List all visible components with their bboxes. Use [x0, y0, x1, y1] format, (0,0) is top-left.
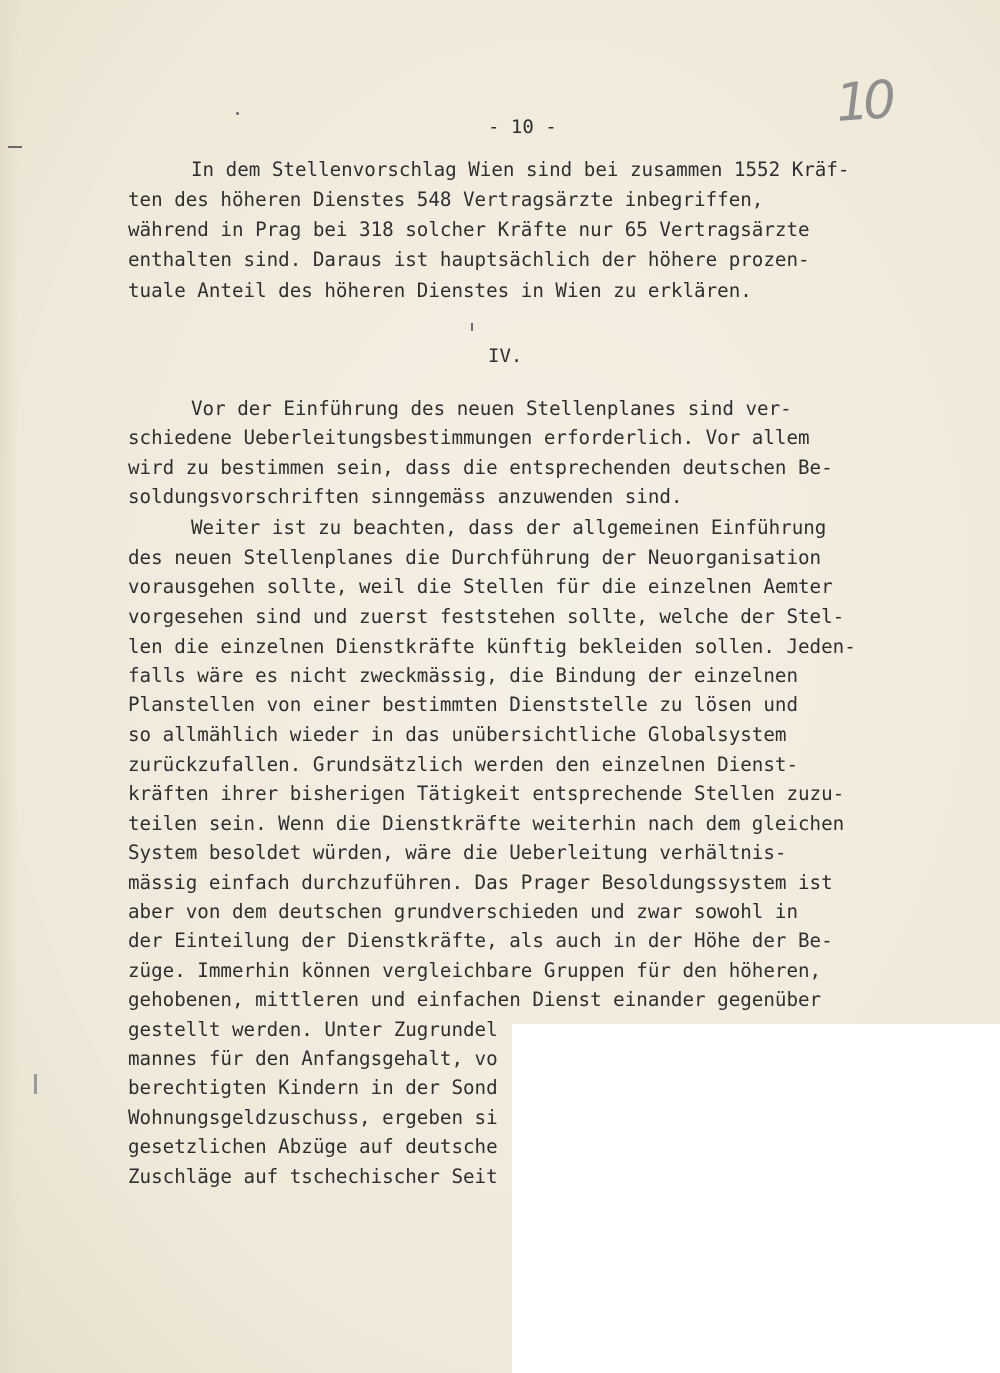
paragraph-3-line: Zuschläge auf tschechischer Seit [128, 1165, 498, 1188]
redaction-block [512, 1024, 1000, 1373]
paragraph-3-line: so allmählich wieder in das unübersichtliche Globalsystem [128, 723, 787, 746]
handwritten-folio-number: 10 [833, 70, 893, 134]
paragraph-3-line: gestellt werden. Unter Zugrundel [128, 1018, 498, 1041]
paragraph-3-line: System besoldet würden, wäre die Ueberleitung verhältnis- [128, 841, 787, 864]
paragraph-1-line: In dem Stellenvorschlag Wien sind bei zusammen 1552 Kräf- [191, 158, 850, 181]
paragraph-3-line: Wohnungsgeldzuschuss, ergeben si [128, 1106, 498, 1129]
paragraph-3-line: berechtigten Kindern in der Sond [128, 1076, 498, 1099]
paragraph-3-line: len die einzelnen Dienstkräfte künftig bekleiden sollen. Jeden- [128, 635, 856, 658]
paragraph-3-line: aber von dem deutschen grundverschieden und zwar sowohl in [128, 900, 799, 923]
paragraph-3-line: kräften ihrer bisherigen Tätigkeit entsprechende Stellen zuzu- [128, 782, 845, 805]
paragraph-2-line: Vor der Einführung des neuen Stellenplanes sind ver- [191, 397, 792, 420]
paragraph-1-line: ten des höheren Dienstes 548 Vertragsärzte inbegriffen, [128, 188, 764, 211]
paragraph-3-line: der Einteilung der Dienstkräfte, als auch in der Höhe der Be- [128, 929, 833, 952]
paragraph-3-line: falls wäre es nicht zweckmässig, die Bindung der einzelnen [128, 664, 799, 687]
paragraph-1-line: enthalten sind. Daraus ist hauptsächlich der höhere prozen- [128, 248, 810, 271]
paragraph-1-line: tuale Anteil des höheren Dienstes in Wien zu erklären. [128, 279, 752, 302]
paragraph-3-line: gesetzlichen Abzüge auf deutsche [128, 1135, 498, 1158]
paragraph-3-line: Planstellen von einer bestimmten Dienststelle zu lösen und [128, 693, 799, 716]
paragraph-3-line: vorgesehen sind und zuerst feststehen sollte, welche der Stel- [128, 605, 845, 628]
page-number: - 10 - [488, 116, 557, 138]
paragraph-2-line: schiedene Ueberleitungsbestimmungen erforderlich. Vor allem [128, 426, 810, 449]
paragraph-2-line: soldungsvorschriften sinngemäss anzuwenden sind. [128, 485, 683, 508]
margin-mark [34, 1074, 37, 1094]
section-heading: IV. [488, 345, 523, 367]
paragraph-3-line: gehobenen, mittleren und einfachen Dienst einander gegenüber [128, 988, 822, 1011]
paragraph-3-line: vorausgehen sollte, weil die Stellen für die einzelnen Aemter [128, 575, 833, 598]
ink-dot [236, 112, 239, 115]
paragraph-3-line: Weiter ist zu beachten, dass der allgemeinen Einführung [191, 516, 827, 539]
paragraph-3-line: zurückzufallen. Grundsätzlich werden den einzelnen Dienst- [128, 753, 799, 776]
paragraph-3-line: mannes für den Anfangsgehalt, vo [128, 1047, 498, 1070]
paragraph-3-line: des neuen Stellenplanes die Durchführung der Neuorganisation [128, 546, 822, 569]
paragraph-3-line: teilen sein. Wenn die Dienstkräfte weiterhin nach dem gleichen [128, 812, 845, 835]
ink-tick [471, 323, 473, 331]
margin-mark [8, 146, 22, 148]
paragraph-3-line: mässig einfach durchzuführen. Das Prager Besoldungssystem ist [128, 871, 833, 894]
paragraph-3-line: züge. Immerhin können vergleichbare Gruppen für den höheren, [128, 959, 822, 982]
page-edge-shadow [0, 0, 18, 1373]
paragraph-2-line: wird zu bestimmen sein, dass die entsprechenden deutschen Be- [128, 456, 833, 479]
paragraph-1-line: während in Prag bei 318 solcher Kräfte nur 65 Vertragsärzte [128, 218, 810, 241]
